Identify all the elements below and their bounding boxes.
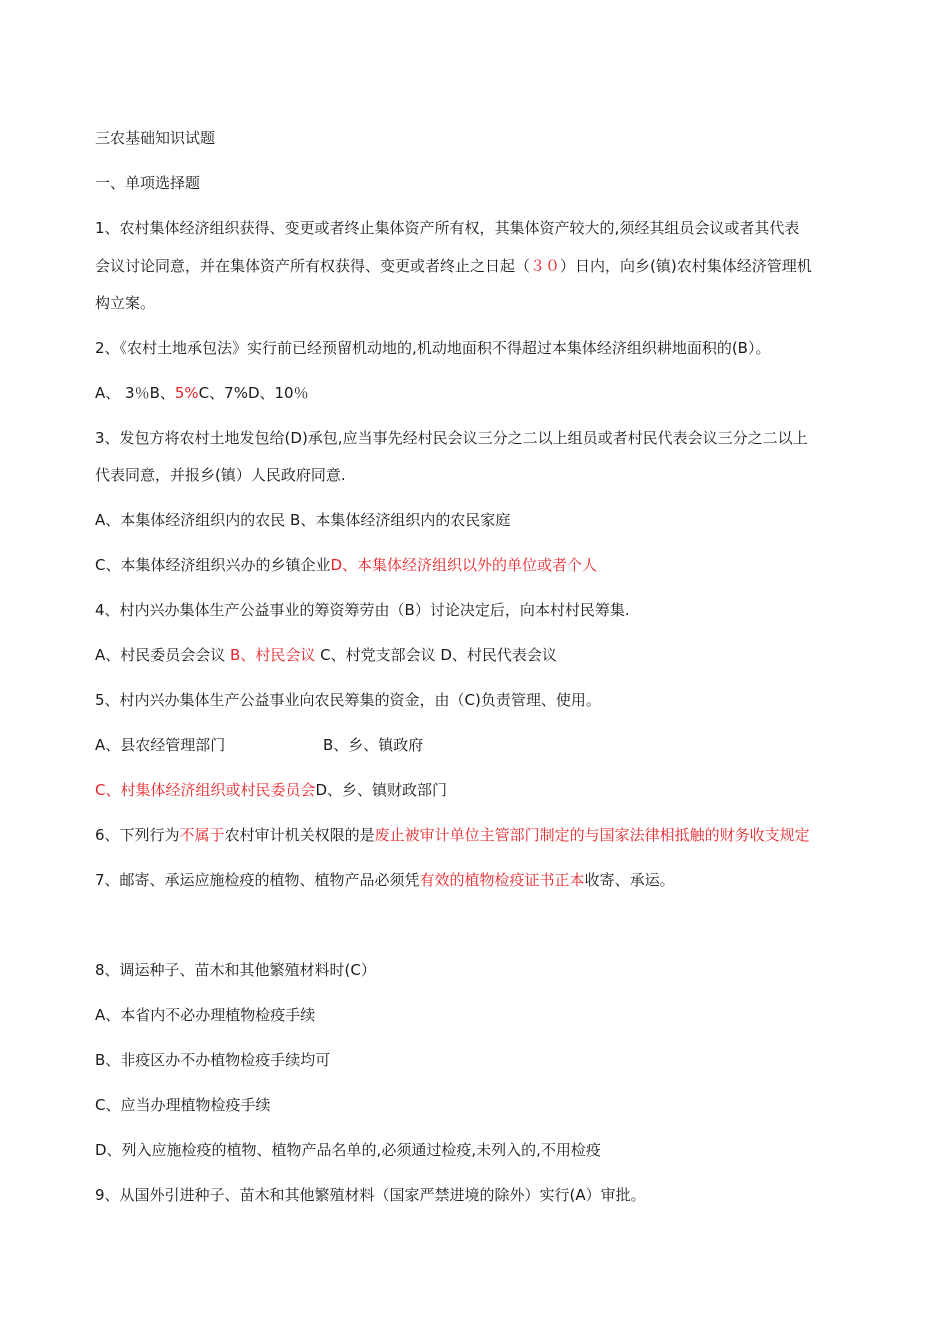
q1-line3: 构立案。 [95, 294, 156, 312]
q3-line2: 代表同意，并报乡(镇）人民政府同意. [95, 466, 346, 484]
q5-option-a: A、县农经管理部门 [95, 736, 226, 754]
q5-option-b: B、乡、镇政府 [323, 736, 424, 754]
q2-answer: 5% [174, 384, 199, 402]
q3-answer: D、本集体经济组织以外的单位或者个人 [330, 556, 598, 574]
q4-text: 4、村内兴办集体生产公益事业的筹资筹劳由（B）讨论决定后，向本村村民筹集. [95, 601, 630, 619]
q8-option-d: D、列入应施检疫的植物、植物产品名单的,必须通过检疫,未列入的,不用检疫 [95, 1141, 601, 1159]
section-heading: 一、单项选择题 [95, 174, 201, 192]
q2-text: 2、《农村土地承包法》实行前已经预留机动地的,机动地面积不得超过本集体经济组织耕地面积的(B）。 [95, 339, 771, 357]
q1-answer: ３０ [530, 257, 561, 275]
q3-options-ab: A、本集体经济组织内的农民 B、本集体经济组织内的农民家庭 [95, 511, 511, 529]
q8-option-a: A、本省内不必办理植物检疫手续 [95, 1006, 316, 1024]
q1-line2: 会议讨论同意，并在集体资产所有权获得、变更或者终止之日起（３０）日内，向乡(镇)农村集体经济管理机 [95, 257, 812, 275]
q5-answer: C、村集体经济组织或村民委员会 [95, 781, 316, 799]
q9-text: 9、从国外引进种子、苗木和其他繁殖材料（国家严禁进境的除外）实行(A）审批。 [95, 1186, 646, 1204]
q6-text: 6、下列行为不属于农村审计机关权限的是废止被审计单位主管部门制定的与国家法律相抵触的财务收支规定 [95, 826, 810, 844]
q8-option-c: C、应当办理植物检疫手续 [95, 1096, 271, 1114]
q7-answer: 有效的植物检疫证书正本 [419, 871, 585, 889]
q5-text: 5、村内兴办集体生产公益事业向农民筹集的资金，由（C)负责管理、使用。 [95, 691, 601, 709]
q4-answer: B、村民会议 [230, 646, 316, 664]
q6-answer: 废止被审计单位主管部门制定的与国家法律相抵触的财务收支规定 [374, 826, 810, 844]
q3-options-cd: C、本集体经济组织兴办的乡镇企业D、本集体经济组织以外的单位或者个人 [95, 556, 598, 574]
q8-text: 8、调运种子、苗木和其他繁殖材料时(C） [95, 961, 376, 979]
doc-title: 三农基础知识试题 [95, 129, 216, 147]
q2-options: A、 3％B、5%C、7%D、10％ [95, 384, 309, 402]
q4-options: A、村民委员会会议 B、村民会议 C、村党支部会议 D、村民代表会议 [95, 646, 557, 664]
q8-option-b: B、非疫区办不办植物检疫手续均可 [95, 1051, 331, 1069]
q3-line1: 3、发包方将农村土地发包给(D)承包,应当事先经村民会议三分之二以上组员或者村民代表会议三分之二以上 [95, 429, 808, 447]
q7-text: 7、邮寄、承运应施检疫的植物、植物产品必须凭有效的植物检疫证书正本收寄、承运。 [95, 871, 675, 889]
q1-line1: 1、农村集体经济组织获得、变更或者终止集体资产所有权，其集体资产较大的,须经其组员会议或者其代表 [95, 219, 800, 237]
q5-options-cd: C、村集体经济组织或村民委员会D、乡、镇财政部门 [95, 781, 448, 799]
